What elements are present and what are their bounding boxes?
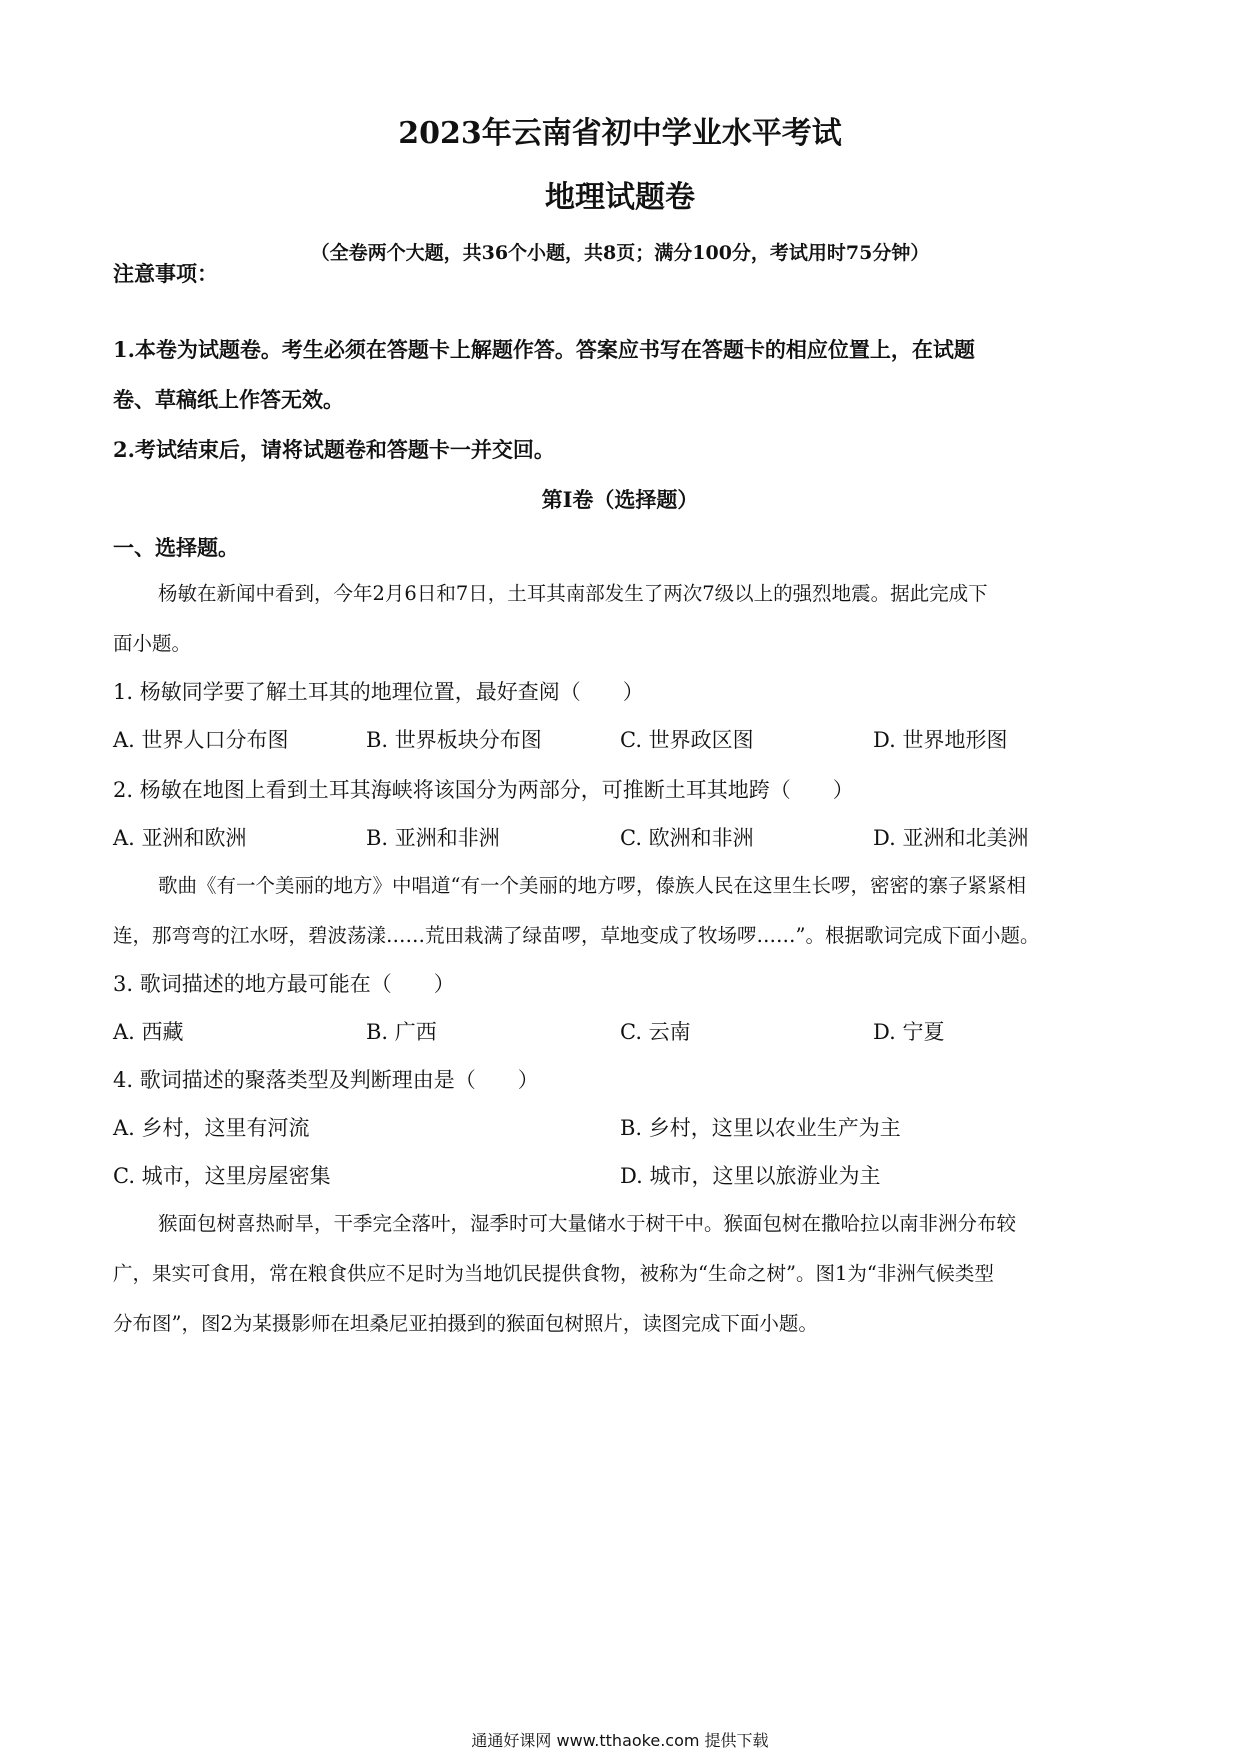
option-c[interactable]: C. 世界政区图 — [620, 728, 754, 752]
option-c[interactable]: C. 城市，这里房屋密集 — [113, 1164, 331, 1188]
option-a[interactable]: A. 亚洲和欧洲 — [113, 826, 247, 850]
part1-heading: 第I卷（选择题） — [541, 487, 699, 512]
passage-3-line-1: 猴面包树喜热耐旱，干季完全落叶，湿季时可大量储水于树干中。猴面包树在撒哈拉以南非洲分布较 — [158, 1212, 1017, 1235]
option-a[interactable]: A. 西藏 — [113, 1020, 184, 1044]
question-4-stem: 4. 歌词描述的聚落类型及判断理由是（ ） — [113, 1068, 539, 1092]
exam-info: （全卷两个大题，共36个小题，共8页；满分100分，考试用时75分钟） — [310, 242, 930, 264]
option-b[interactable]: B. 亚洲和非洲 — [366, 826, 500, 850]
passage-1-line-1: 杨敏在新闻中看到，今年2月6日和7日，土耳其南部发生了两次7级以上的强烈地震。据此完成下 — [158, 582, 988, 605]
exam-title: 2023年云南省初中学业水平考试 — [398, 116, 842, 151]
option-d[interactable]: D. 世界地形图 — [873, 728, 1008, 752]
passage-1-line-2: 面小题。 — [113, 632, 192, 655]
option-d[interactable]: D. 城市，这里以旅游业为主 — [620, 1164, 881, 1188]
option-d[interactable]: D. 亚洲和北美洲 — [873, 826, 1029, 850]
exam-subtitle: 地理试题卷 — [545, 180, 695, 215]
question-3-stem: 3. 歌词描述的地方最可能在（ ） — [113, 972, 455, 996]
option-b[interactable]: B. 乡村，这里以农业生产为主 — [620, 1116, 901, 1140]
option-c[interactable]: C. 云南 — [620, 1020, 691, 1044]
notes-item-1-line-2: 卷、草稿纸上作答无效。 — [113, 387, 344, 412]
passage-2-line-1: 歌曲《有一个美丽的地方》中唱道“有一个美丽的地方啰，傣族人民在这里生长啰，密密的寨子紧紧相 — [158, 874, 1026, 897]
passage-3-line-3: 分布图”，图2为某摄影师在坦桑尼亚拍摄到的猴面包树照片，读图完成下面小题。 — [113, 1312, 818, 1335]
notes-item-1-line-1: 1.本卷为试题卷。考生必须在答题卡上解题作答。答案应书写在答题卡的相应位置上，在试题 — [113, 337, 975, 362]
option-b[interactable]: B. 广西 — [366, 1020, 437, 1044]
passage-3-line-2: 广，果实可食用，常在粮食供应不足时为当地饥民提供食物，被称为“生命之树”。图1为“非洲气候类型 — [113, 1262, 994, 1285]
question-2-stem: 2. 杨敏在地图上看到土耳其海峡将该国分为两部分，可推断土耳其地跨（ ） — [113, 778, 854, 802]
section-heading: 一、选择题。 — [113, 535, 239, 560]
option-d[interactable]: D. 宁夏 — [873, 1020, 945, 1044]
option-a[interactable]: A. 世界人口分布图 — [113, 728, 289, 752]
footer-source: 通通好课网 www.tthaoke.com 提供下载 — [471, 1731, 769, 1750]
notes-item-2: 2.考试结束后，请将试题卷和答题卡一并交回。 — [113, 437, 555, 462]
option-b[interactable]: B. 世界板块分布图 — [366, 728, 542, 752]
option-a[interactable]: A. 乡村，这里有河流 — [113, 1116, 310, 1140]
notes-heading: 注意事项： — [113, 261, 218, 286]
option-c[interactable]: C. 欧洲和非洲 — [620, 826, 754, 850]
passage-2-line-2: 连，那弯弯的江水呀，碧波荡漾……荒田栽满了绿苗啰，草地变成了牧场啰……”。根据歌词完成下面小题。 — [113, 924, 1040, 947]
question-1-stem: 1. 杨敏同学要了解土耳其的地理位置，最好查阅（ ） — [113, 680, 644, 704]
